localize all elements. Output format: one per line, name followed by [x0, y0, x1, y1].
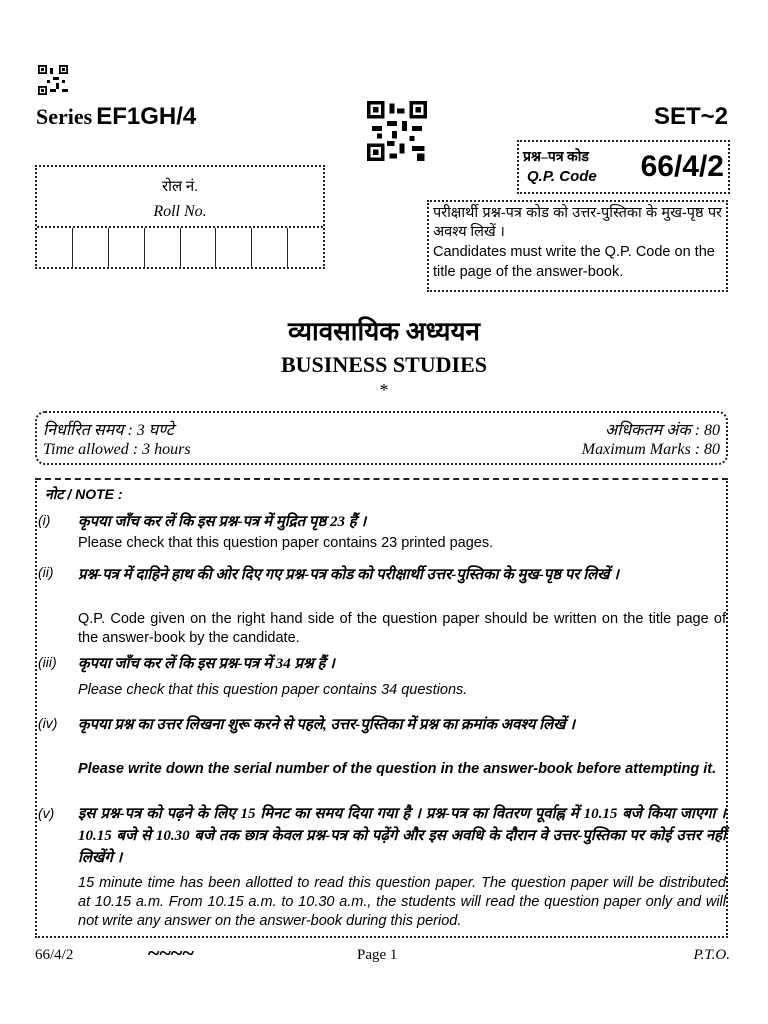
star-mark: *	[379, 380, 389, 400]
subject-title: BUSINESS STUDIES	[280, 352, 488, 377]
roll-cell[interactable]	[37, 228, 73, 268]
note-box	[35, 478, 728, 938]
candidate-instruction-box	[427, 200, 728, 292]
note-item-number: (i)	[38, 512, 51, 528]
roll-cell[interactable]	[109, 228, 145, 268]
qp-code-label-hindi: प्रश्न–पत्र कोड	[523, 150, 589, 165]
note-item-english: 15 minute time has been allotted to read this question paper. The question paper will be distributed at 10.15 a.m. From 10.15 a.m. to 10.30 a.m., the students will read the question paper only and will not write any answer on the answer-book during this period.	[78, 875, 726, 929]
series-word: Series	[36, 104, 93, 129]
footer-code: 66/4/2	[35, 947, 74, 963]
note-item-english: Please write down the serial number of the question in the answer-book before attempting it.	[78, 761, 717, 777]
small-qr-code-icon	[38, 65, 68, 95]
note-item-hindi: कृपया जाँच कर लें कि इस प्रश्न-पत्र में 34 प्रश्न हैं ।	[78, 656, 335, 672]
time-marks-box	[35, 411, 728, 465]
roll-cell[interactable]	[252, 228, 288, 268]
qr-code-icon	[366, 101, 428, 161]
pto-label: P.T.O.	[693, 947, 730, 963]
note-header: नोट / NOTE :	[45, 486, 123, 502]
note-item-hindi: इस प्रश्न-पत्र को पढ़ने के लिए 15 मिनट का समय दिया गया है । प्रश्न-पत्र का वितरण पूर्वाह्न में 10.15 बजे किया जाएगा । 10.15 बजे से 10.30 बजे तक छात्र केवल प्रश्न-पत्र को पढ़ेंगे और इस अवधि के दौरान वे उत्तर-पुस्तिका पर कोई उत्तर नहीं लिखेंगे ।	[78, 806, 726, 866]
roll-cell[interactable]	[216, 228, 252, 268]
note-item-number: (iv)	[38, 715, 58, 731]
set-label: SET~2	[653, 103, 728, 130]
note-item-english: Q.P. Code given on the right hand side of the question paper should be written on the title page of the answer-book by the candidate.	[78, 611, 726, 646]
time-allowed-hindi: निर्धारित समय : 3 घण्टे	[43, 422, 174, 439]
roll-cell[interactable]	[181, 228, 217, 268]
series-label	[36, 103, 196, 131]
roll-number-box	[35, 165, 325, 269]
roll-cell[interactable]	[73, 228, 109, 268]
page-number: Page 1	[357, 947, 398, 963]
note-item-number: (ii)	[38, 564, 54, 580]
qp-code-box	[517, 140, 730, 194]
note-item-hindi: कृपया प्रश्न का उत्तर लिखना शुरू करने से पहले, उत्तर-पुस्तिका में प्रश्न का क्रमांक अवश्य लिखें ।	[78, 717, 576, 733]
note-item-hindi: कृपया जाँच कर लें कि इस प्रश्न-पत्र में मुद्रित पृष्ठ 23 हैं ।	[78, 514, 367, 530]
roll-label-hindi: रोल नं.	[161, 179, 198, 195]
qp-code-label: Q.P. Code	[527, 168, 597, 185]
roll-cell[interactable]	[145, 228, 181, 268]
time-allowed: Time allowed : 3 hours	[43, 441, 191, 458]
footer-ornament: ~~~~	[148, 940, 194, 965]
instruction-hindi: परीक्षार्थी प्रश्न-पत्र कोड को उत्तर-पुस्तिका के मुख-पृष्ठ पर अवश्य लिखें ।	[433, 205, 722, 240]
qp-code-value: 66/4/2	[640, 150, 724, 183]
maximum-marks: Maximum Marks : 80	[581, 441, 720, 458]
note-item-english: Please check that this question paper contains 34 questions.	[78, 682, 468, 698]
note-item-number: (v)	[38, 805, 55, 821]
roll-label: Roll No.	[153, 203, 207, 220]
note-item-hindi: प्रश्न-पत्र में दाहिने हाथ की ओर दिए गए प्रश्न-पत्र कोड को परीक्षार्थी उत्तर-पुस्तिका के मुख-पृष्ठ पर लिखें ।	[78, 567, 619, 583]
note-item-number: (iii)	[38, 654, 57, 670]
subject-title-hindi: व्यावसायिक अध्ययन	[288, 317, 480, 346]
maximum-marks-hindi: अधिकतम अंक : 80	[604, 422, 720, 439]
roll-cell[interactable]	[288, 228, 323, 268]
note-item-english: Please check that this question paper contains 23 printed pages.	[78, 535, 494, 551]
series-code: EF1GH/4	[96, 103, 197, 130]
roll-number-cells	[37, 226, 323, 268]
instruction-english: Candidates must write the Q.P. Code on the title page of the answer-book.	[433, 244, 715, 280]
